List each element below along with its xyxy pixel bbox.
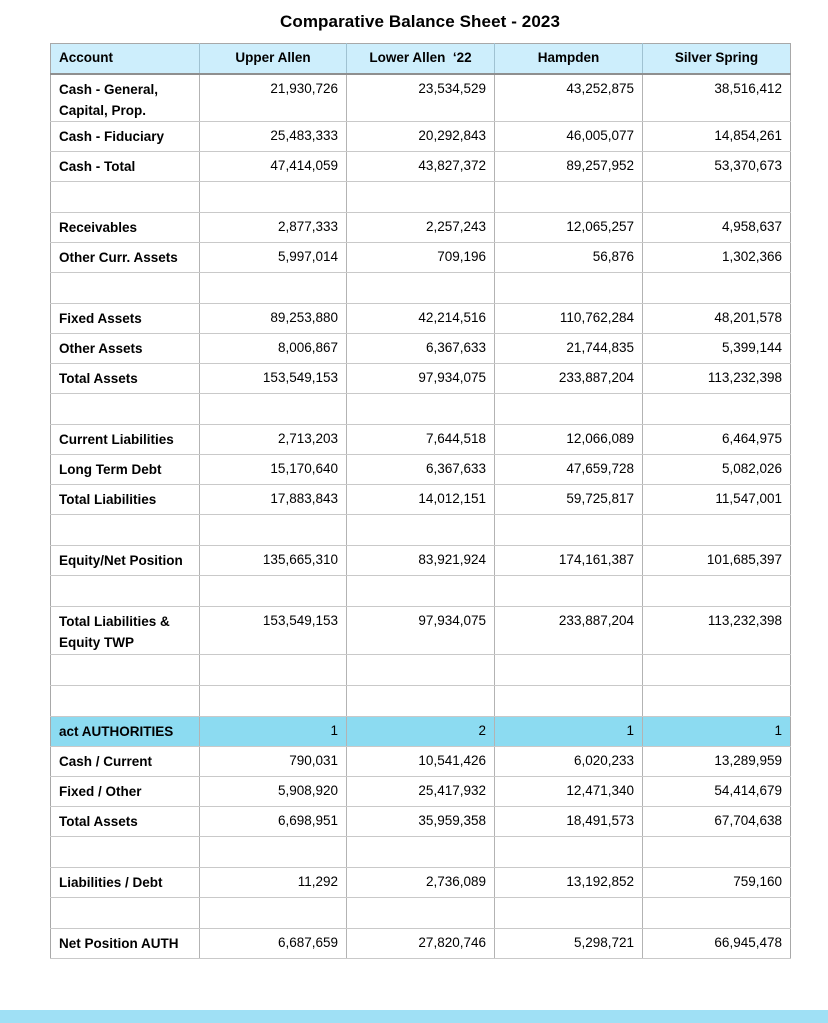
- value-cell: 5,399,144: [643, 334, 791, 364]
- value-cell: 38,516,412: [643, 74, 791, 122]
- row-label-cell: [51, 515, 200, 546]
- row-label-cell: Cash - General, Capital, Prop.: [51, 74, 200, 122]
- spacer-row: [51, 182, 791, 213]
- table-row: [51, 929, 791, 959]
- value-cell: [200, 515, 347, 546]
- value-cell: [495, 576, 643, 607]
- row-label-cell: Current Liabilities: [51, 425, 200, 455]
- value-cell: [643, 182, 791, 213]
- value-cell: 6,020,233: [495, 747, 643, 777]
- value-cell: 7,644,518: [347, 425, 495, 455]
- table-row: [51, 243, 791, 273]
- row-label-cell: Long Term Debt: [51, 455, 200, 485]
- value-cell: [495, 273, 643, 304]
- value-cell: 56,876: [495, 243, 643, 273]
- spacer-row: [51, 898, 791, 929]
- value-cell: 42,214,516: [347, 304, 495, 334]
- table-row: [51, 364, 791, 394]
- value-cell: 1,302,366: [643, 243, 791, 273]
- row-label-cell: [51, 837, 200, 868]
- value-cell: 43,252,875: [495, 74, 643, 122]
- value-cell: 11,547,001: [643, 485, 791, 515]
- value-cell: [495, 182, 643, 213]
- value-cell: 48,201,578: [643, 304, 791, 334]
- spacer-row: [51, 515, 791, 546]
- value-cell: [495, 898, 643, 929]
- value-cell: 2,877,333: [200, 213, 347, 243]
- value-cell: 47,659,728: [495, 455, 643, 485]
- table-row: [51, 152, 791, 182]
- value-cell: 1: [200, 717, 347, 747]
- value-cell: 83,921,924: [347, 546, 495, 576]
- value-cell: 6,464,975: [643, 425, 791, 455]
- value-cell: 8,006,867: [200, 334, 347, 364]
- row-label-cell: Equity/Net Position: [51, 546, 200, 576]
- value-cell: 153,549,153: [200, 364, 347, 394]
- value-cell: [347, 394, 495, 425]
- value-cell: 66,945,478: [643, 929, 791, 959]
- row-label-cell: Receivables: [51, 213, 200, 243]
- row-label-cell: Net Position AUTH: [51, 929, 200, 959]
- value-cell: 89,257,952: [495, 152, 643, 182]
- value-cell: 35,959,358: [347, 807, 495, 837]
- value-cell: 13,289,959: [643, 747, 791, 777]
- table-row: [51, 304, 791, 334]
- page-title: Comparative Balance Sheet - 2023: [279, 12, 561, 31]
- row-label-cell: Other Curr. Assets: [51, 243, 200, 273]
- value-cell: 110,762,284: [495, 304, 643, 334]
- table-row: [51, 807, 791, 837]
- balance-table-body: [51, 74, 791, 959]
- value-cell: 46,005,077: [495, 122, 643, 152]
- value-cell: [200, 898, 347, 929]
- value-cell: [643, 686, 791, 717]
- column-header: Silver Spring: [643, 44, 791, 74]
- value-cell: 20,292,843: [347, 122, 495, 152]
- value-cell: [347, 515, 495, 546]
- row-label-cell: [51, 576, 200, 607]
- row-label-cell: [51, 273, 200, 304]
- value-cell: 21,930,726: [200, 74, 347, 122]
- value-cell: [495, 515, 643, 546]
- row-label-cell: Other Assets: [51, 334, 200, 364]
- value-cell: 790,031: [200, 747, 347, 777]
- row-label-cell: [51, 182, 200, 213]
- value-cell: 15,170,640: [200, 455, 347, 485]
- value-cell: 27,820,746: [347, 929, 495, 959]
- value-cell: 12,066,089: [495, 425, 643, 455]
- value-cell: [643, 898, 791, 929]
- row-label-cell: Total Liabilities: [51, 485, 200, 515]
- value-cell: 1: [495, 717, 643, 747]
- spacer-row: [51, 655, 791, 686]
- bottom-bar: [0, 1010, 828, 1023]
- value-cell: 54,414,679: [643, 777, 791, 807]
- table-row: [51, 868, 791, 898]
- spacer-row: [51, 394, 791, 425]
- spacer-row: [51, 576, 791, 607]
- value-cell: 6,367,633: [347, 334, 495, 364]
- table-row: [51, 455, 791, 485]
- value-cell: 14,012,151: [347, 485, 495, 515]
- row-label-cell: [51, 898, 200, 929]
- spacer-row: [51, 837, 791, 868]
- value-cell: 2: [347, 717, 495, 747]
- value-cell: 67,704,638: [643, 807, 791, 837]
- table-row: [51, 607, 791, 655]
- value-cell: 21,744,835: [495, 334, 643, 364]
- section-row: [51, 717, 791, 747]
- row-label-cell: Total Assets: [51, 807, 200, 837]
- value-cell: [200, 394, 347, 425]
- row-label-cell: Liabilities / Debt: [51, 868, 200, 898]
- value-cell: 12,065,257: [495, 213, 643, 243]
- value-cell: [495, 655, 643, 686]
- row-label-cell: [51, 655, 200, 686]
- value-cell: 2,257,243: [347, 213, 495, 243]
- value-cell: 233,887,204: [495, 607, 643, 655]
- value-cell: [347, 898, 495, 929]
- value-cell: [200, 273, 347, 304]
- value-cell: 2,736,089: [347, 868, 495, 898]
- value-cell: 10,541,426: [347, 747, 495, 777]
- row-label-cell: Cash - Fiduciary: [51, 122, 200, 152]
- value-cell: 25,417,932: [347, 777, 495, 807]
- value-cell: 233,887,204: [495, 364, 643, 394]
- table-row: [51, 122, 791, 152]
- value-cell: 89,253,880: [200, 304, 347, 334]
- value-cell: 101,685,397: [643, 546, 791, 576]
- value-cell: 2,713,203: [200, 425, 347, 455]
- row-label-cell: Cash / Current: [51, 747, 200, 777]
- column-header: Account: [51, 44, 200, 74]
- value-cell: 6,367,633: [347, 455, 495, 485]
- value-cell: 47,414,059: [200, 152, 347, 182]
- value-cell: [495, 837, 643, 868]
- table-row: [51, 74, 791, 122]
- value-cell: [643, 515, 791, 546]
- value-cell: [200, 655, 347, 686]
- value-cell: [495, 394, 643, 425]
- table-header-row: [51, 44, 791, 74]
- value-cell: [643, 394, 791, 425]
- value-cell: 53,370,673: [643, 152, 791, 182]
- value-cell: [347, 273, 495, 304]
- value-cell: 12,471,340: [495, 777, 643, 807]
- value-cell: 759,160: [643, 868, 791, 898]
- value-cell: [347, 182, 495, 213]
- value-cell: 25,483,333: [200, 122, 347, 152]
- value-cell: 5,997,014: [200, 243, 347, 273]
- table-row: [51, 777, 791, 807]
- value-cell: [347, 686, 495, 717]
- value-cell: 4,958,637: [643, 213, 791, 243]
- value-cell: [643, 837, 791, 868]
- value-cell: 174,161,387: [495, 546, 643, 576]
- value-cell: [643, 576, 791, 607]
- table-row: [51, 546, 791, 576]
- value-cell: 11,292: [200, 868, 347, 898]
- value-cell: 113,232,398: [643, 364, 791, 394]
- value-cell: 153,549,153: [200, 607, 347, 655]
- value-cell: 135,665,310: [200, 546, 347, 576]
- value-cell: [200, 837, 347, 868]
- value-cell: 6,687,659: [200, 929, 347, 959]
- value-cell: 97,934,075: [347, 607, 495, 655]
- row-label-cell: Total Assets: [51, 364, 200, 394]
- value-cell: [643, 273, 791, 304]
- row-label-cell: Fixed / Other: [51, 777, 200, 807]
- value-cell: 14,854,261: [643, 122, 791, 152]
- spacer-row: [51, 273, 791, 304]
- table-row: [51, 485, 791, 515]
- column-header: Hampden: [495, 44, 643, 74]
- row-label-cell: Total Liabilities & Equity TWP: [51, 607, 200, 655]
- value-cell: 5,908,920: [200, 777, 347, 807]
- value-cell: [347, 837, 495, 868]
- value-cell: [200, 686, 347, 717]
- value-cell: 1: [643, 717, 791, 747]
- value-cell: [347, 576, 495, 607]
- value-cell: 59,725,817: [495, 485, 643, 515]
- value-cell: 13,192,852: [495, 868, 643, 898]
- table-row: [51, 425, 791, 455]
- table-row: [51, 334, 791, 364]
- column-header: Lower Allen ‘22: [347, 44, 495, 74]
- value-cell: 18,491,573: [495, 807, 643, 837]
- row-label-cell: [51, 394, 200, 425]
- row-label-cell: Fixed Assets: [51, 304, 200, 334]
- value-cell: 709,196: [347, 243, 495, 273]
- balance-sheet-page: [50, 12, 790, 959]
- value-cell: 23,534,529: [347, 74, 495, 122]
- table-row: [51, 213, 791, 243]
- value-cell: [495, 686, 643, 717]
- value-cell: [200, 182, 347, 213]
- value-cell: [347, 655, 495, 686]
- row-label-cell: act AUTHORITIES: [51, 717, 200, 747]
- value-cell: 97,934,075: [347, 364, 495, 394]
- column-header: Upper Allen: [200, 44, 347, 74]
- spacer-row: [51, 686, 791, 717]
- value-cell: 6,698,951: [200, 807, 347, 837]
- row-label-cell: Cash - Total: [51, 152, 200, 182]
- value-cell: 43,827,372: [347, 152, 495, 182]
- table-row: [51, 747, 791, 777]
- balance-sheet-table: [50, 43, 791, 959]
- value-cell: [643, 655, 791, 686]
- value-cell: 113,232,398: [643, 607, 791, 655]
- value-cell: 5,298,721: [495, 929, 643, 959]
- value-cell: 17,883,843: [200, 485, 347, 515]
- value-cell: [200, 576, 347, 607]
- row-label-cell: [51, 686, 200, 717]
- value-cell: 5,082,026: [643, 455, 791, 485]
